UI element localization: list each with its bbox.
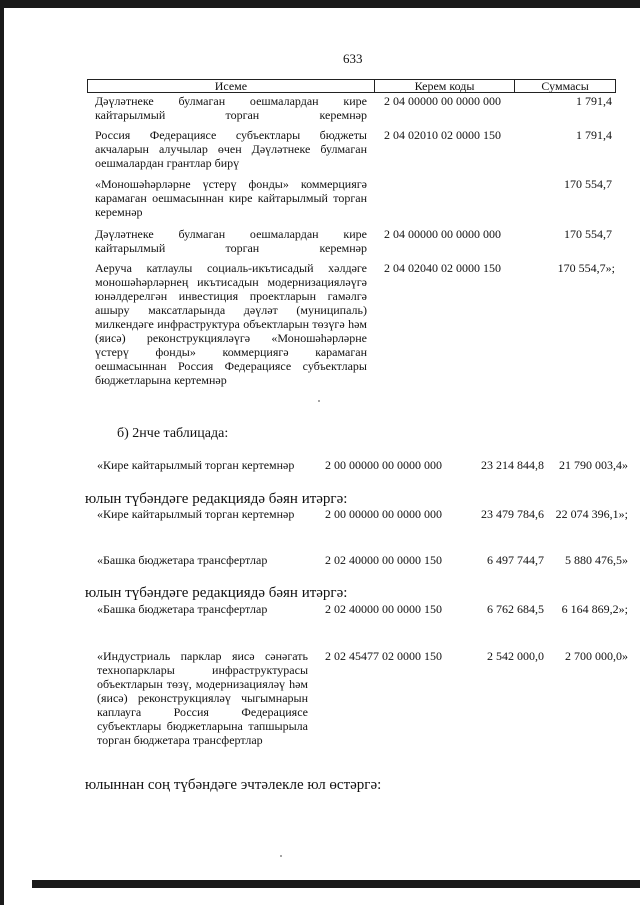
table-row-code: 2 04 02010 02 0000 150 (384, 128, 501, 142)
line-value-2: 2 700 000,0» (565, 649, 628, 663)
edit-instruction: юлын түбәндәге редакциядә бәян итәргә: (85, 491, 348, 507)
table-row-sum: 1 791,4 (576, 94, 612, 108)
table-row-name: Аеруча катлаулы социаль-икътисадый хәлдәге моношәһәрләрнең икътисадын модернизацияләүгә юнәлдерелгән инвестиция проектларын гамәлгә ашыру максатларында дәүләт (муниципаль) милкендәге инфраструктура объектларын төзүгә һәм (яисә) реконструкцияләүгә «Моношәһәрләрне үстерү фонды» коммерциягә карамаган оешмасыннан Россия Федерациясе субъектлары бюджетларына кертемнәр (95, 261, 367, 387)
table-header (87, 79, 616, 93)
line-code: 2 02 40000 00 0000 150 (325, 602, 442, 616)
column-header-name: Исеме (88, 80, 375, 93)
line-name: «Башка бюджетара трансфертлар (97, 553, 268, 567)
edit-instruction: юлын түбәндәге редакциядә бәян итәргә: (85, 585, 348, 601)
line-name: «Кире кайтарылмый торган кертемнәр (97, 507, 295, 521)
table-row-code: 2 04 00000 00 0000 000 (384, 94, 501, 108)
page-number: 633 (343, 51, 363, 66)
line-code: 2 02 40000 00 0000 150 (325, 553, 442, 567)
table-row-code: 2 04 02040 02 0000 150 (384, 261, 501, 275)
line-value-2: 6 164 869,2»; (561, 602, 628, 616)
line-value-2: 21 790 003,4» (559, 458, 628, 472)
table-row-sum: 170 554,7 (564, 177, 612, 191)
table-row-sum: 170 554,7»; (557, 261, 615, 275)
line-value-2: 5 880 476,5» (565, 553, 628, 567)
line-value-1: 6 762 684,5 (487, 602, 544, 616)
line-code: 2 00 00000 00 0000 000 (325, 458, 442, 472)
line-value-1: 6 497 744,7 (487, 553, 544, 567)
scan-border-top (0, 0, 640, 8)
section-heading: б) 2нче таблицада: (117, 426, 229, 441)
line-value-1: 2 542 000,0 (487, 649, 544, 663)
table-row-name: Россия Федерациясе субъектлары бюджеты акчаларын алучылар өчен Дәүләтнеке булмаган оешмалардан грантлар бирү (95, 128, 367, 170)
table-row-name: Дәүләтнеке булмаган оешмалардан кире кайтарылмый торган керемнәр (95, 94, 367, 122)
line-value-1: 23 479 784,6 (481, 507, 544, 521)
table-row-sum: 1 791,4 (576, 128, 612, 142)
table-row-code: 2 04 00000 00 0000 000 (384, 227, 501, 241)
scan-border-left (0, 0, 4, 905)
line-name: «Башка бюджетара трансфертлар (97, 602, 268, 616)
scan-speck (280, 855, 282, 857)
table-row-name: Дәүләтнеке булмаган оешмалардан кире кайтарылмый торган керемнәр (95, 227, 367, 255)
line-name: «Индустриаль парклар яисә сәнәгать технопарклары инфраструктурасы объектларын төзү, модернизацияләү һәм (яисә) реконструкцияләү чыгымнарын каплауга Россия Федерациясе субъектлары бюджетларына тапшырыла торган бюджетара трансфертлар (97, 649, 308, 747)
line-value-1: 23 214 844,8 (481, 458, 544, 472)
line-code: 2 00 00000 00 0000 000 (325, 507, 442, 521)
line-value-2: 22 074 396,1»; (555, 507, 628, 521)
edit-instruction: юлыннан соң түбәндәге эчтәлекле юл өстәргә: (85, 777, 382, 793)
table-row-sum: 170 554,7 (564, 227, 612, 241)
scan-speck (318, 400, 320, 402)
column-header-sum: Суммасы (515, 80, 616, 93)
scan-border-bottom (32, 880, 640, 888)
column-header-code: Керем коды (374, 80, 514, 93)
line-code: 2 02 45477 02 0000 150 (325, 649, 442, 663)
table-row-name: «Моношәһәрләрне үстерү фонды» коммерциягә карамаган оешмасыннан кире кайтарылмый торган керемнәр (95, 177, 367, 219)
line-name: «Кире кайтарылмый торган кертемнәр (97, 458, 295, 472)
